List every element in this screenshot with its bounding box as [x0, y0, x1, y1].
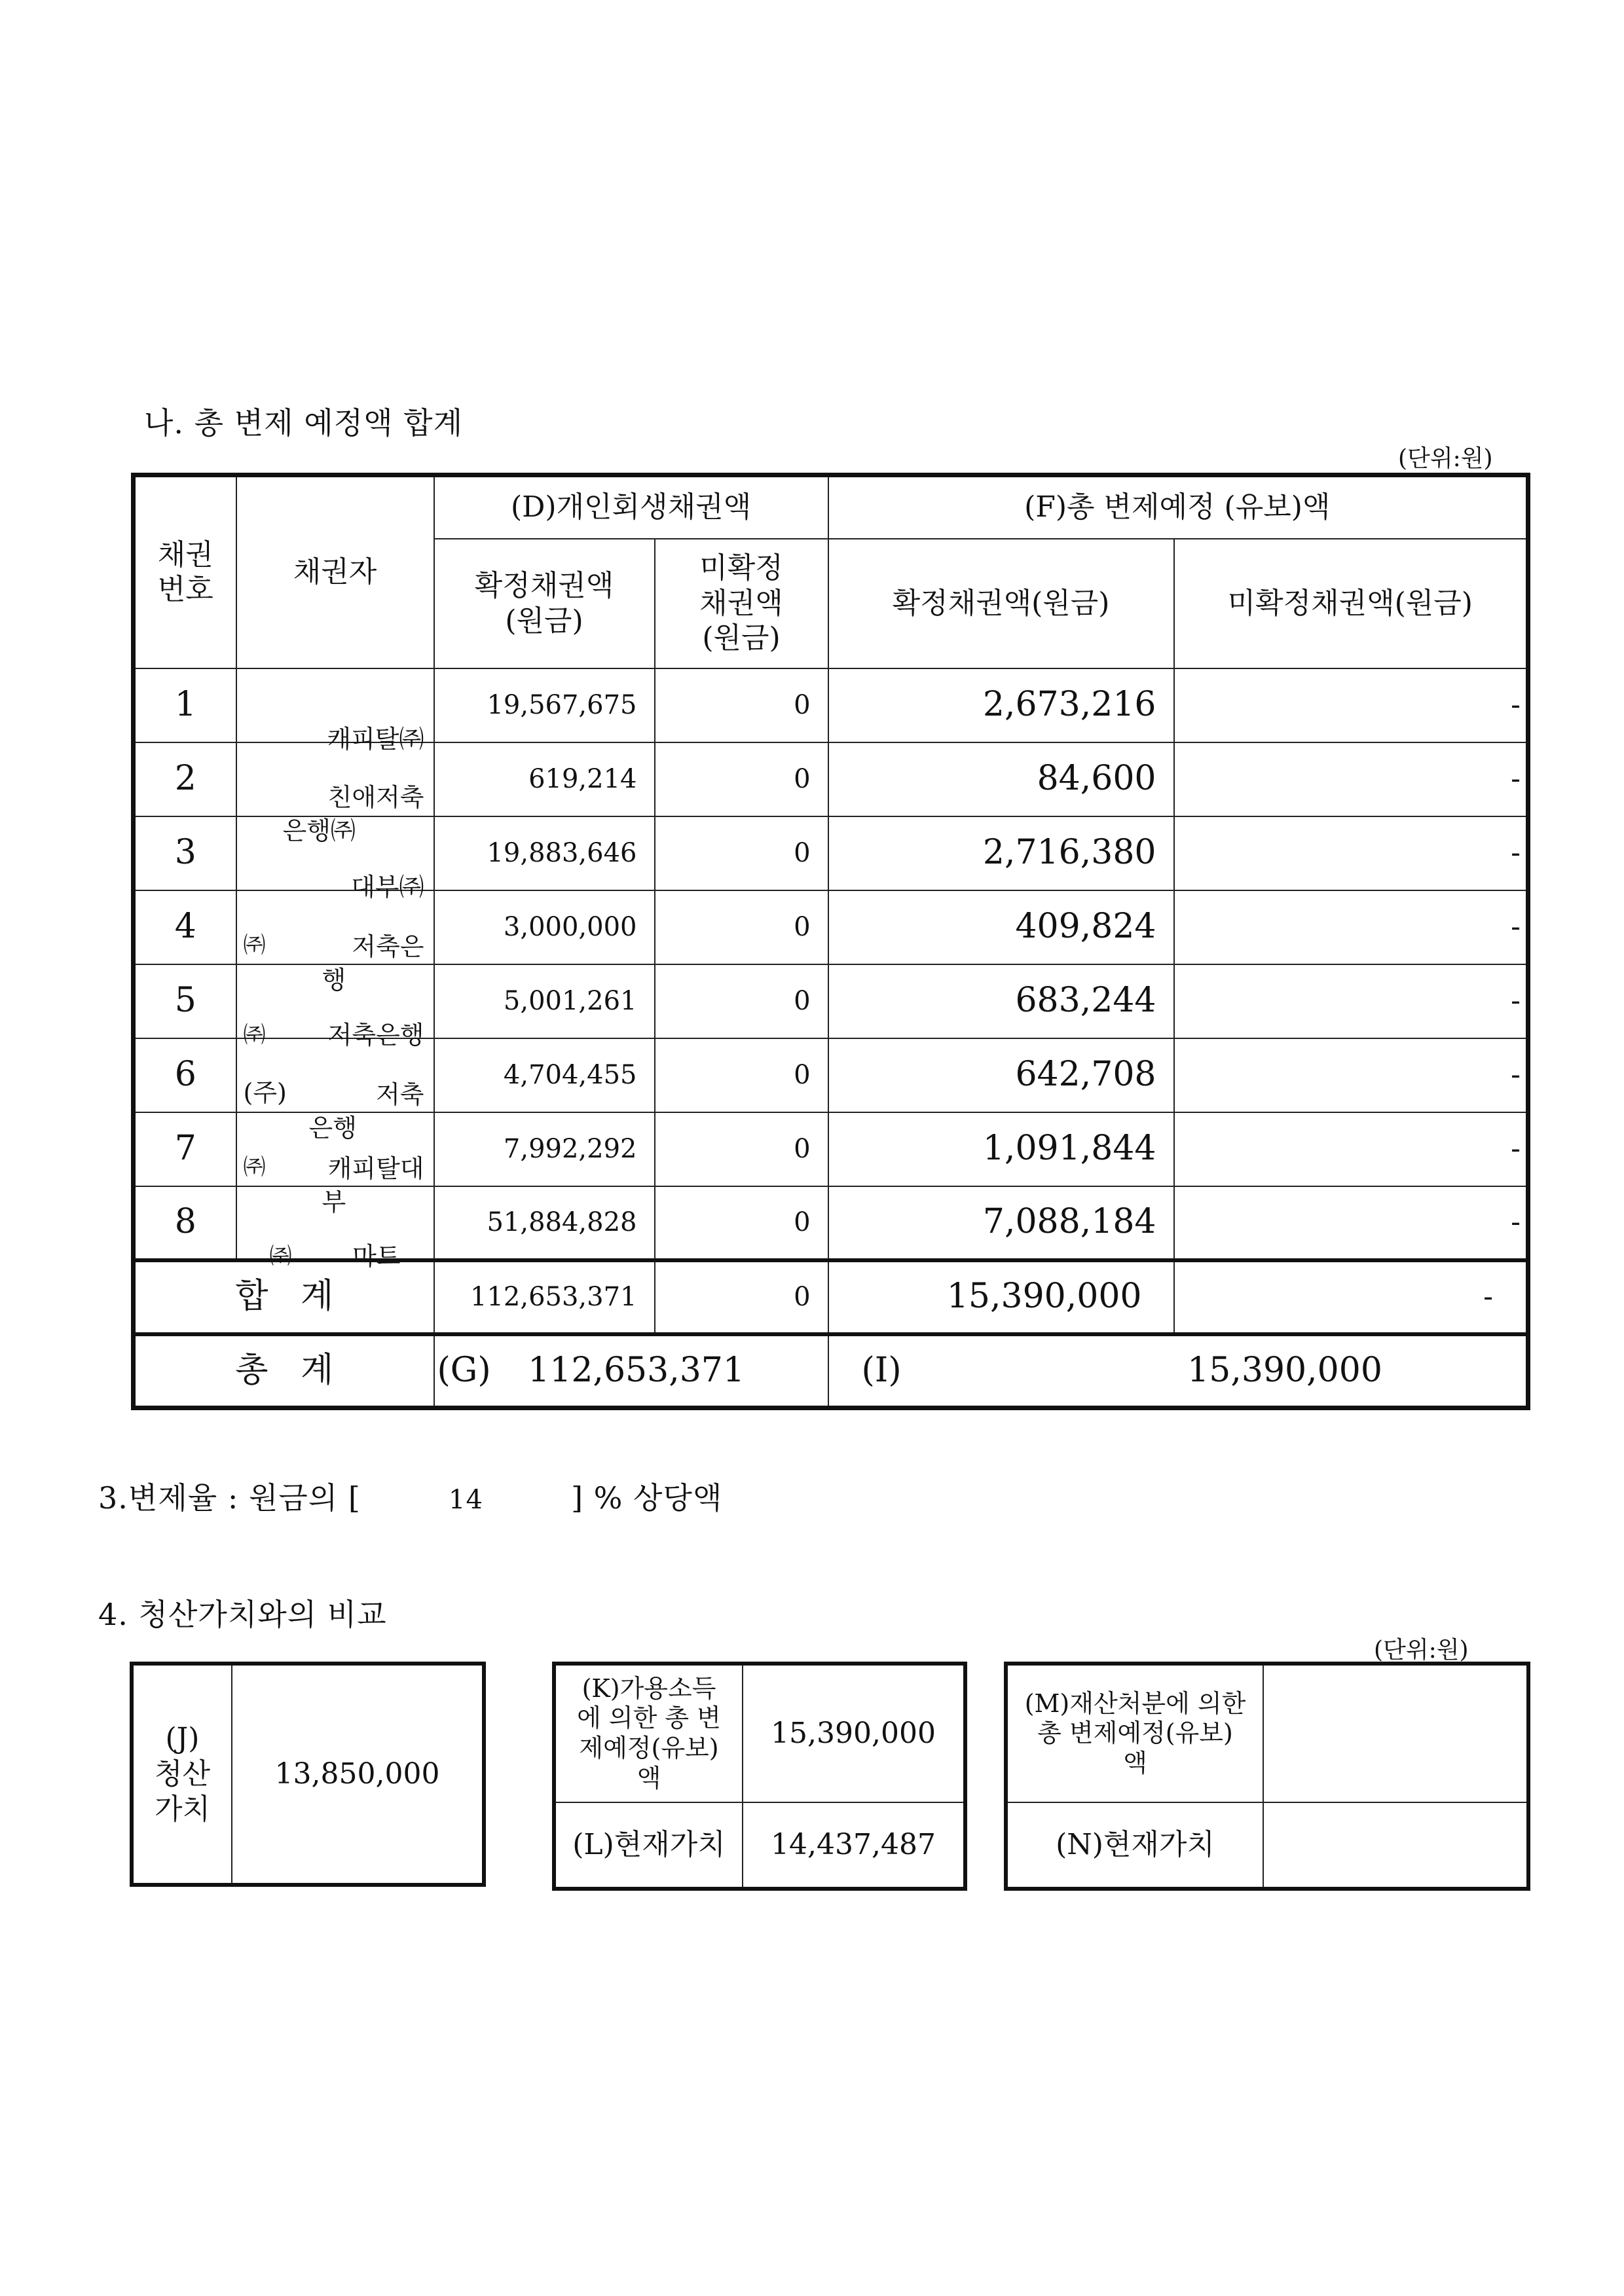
g-label: (G) [437, 1351, 491, 1391]
row-d-unconfirmed: 0 [655, 890, 828, 964]
row-f-unconfirmed: - [1174, 816, 1528, 890]
subtotal-label: 합 계 [134, 1260, 434, 1334]
section-b-title: 나. 총 변제 예정액 합계 [144, 405, 464, 441]
row-no: 7 [134, 1112, 236, 1186]
row-d-confirmed: 51,884,828 [434, 1186, 655, 1260]
row-f-unconfirmed: - [1174, 890, 1528, 964]
present-value-n-label: (N)현재가치 [1006, 1802, 1263, 1889]
subtotal-d-confirmed: 112,653,371 [434, 1260, 655, 1334]
creditor-name-cont: 은행 [308, 1114, 357, 1142]
table-row [134, 890, 1528, 964]
grand-total-label: 총 계 [134, 1334, 434, 1408]
present-value-l-amount: 14,437,487 [743, 1802, 965, 1889]
row-d-unconfirmed: 0 [655, 816, 828, 890]
i-value: 15,390,000 [1187, 1351, 1382, 1391]
row-creditor [236, 668, 434, 754]
row-d-confirmed: 5,001,261 [434, 964, 655, 1038]
creditor-prefix: (주) [243, 1078, 287, 1107]
i-label: (I) [861, 1351, 902, 1391]
section-4-unit: (단위:원) [1374, 1637, 1469, 1664]
row-no: 3 [134, 816, 236, 890]
subtotal-row [134, 1260, 1528, 1334]
subtotal-f-confirmed: 15,390,000 [828, 1260, 1174, 1334]
creditor-name-cont: 행 [322, 966, 346, 994]
row-f-confirmed: 642,708 [828, 1038, 1174, 1112]
creditor-name: 마트 [352, 1242, 401, 1271]
header-creditor: 채권자 [236, 475, 434, 668]
row-f-confirmed: 409,824 [828, 890, 1174, 964]
grand-total-g [434, 1334, 828, 1408]
creditor-name: 친애저축 [327, 783, 424, 812]
available-income-label: (K)가용소득 에 의한 총 변 제예정(유보) 액 [554, 1664, 743, 1802]
row-f-confirmed: 683,244 [828, 964, 1174, 1038]
subtotal-f-unconfirmed: - [1174, 1260, 1528, 1334]
row-no: 1 [134, 668, 236, 742]
row-d-confirmed: 4,704,455 [434, 1038, 655, 1112]
repayment-rate-suffix: ] % 상당액 [571, 1480, 723, 1516]
liquidation-value-box [130, 1662, 486, 1887]
present-value-l-label: (L)현재가치 [554, 1802, 743, 1889]
row-no: 5 [134, 964, 236, 1038]
asset-disposal-box [1004, 1662, 1530, 1891]
row-d-confirmed: 19,883,646 [434, 816, 655, 890]
row-d-confirmed: 19,567,675 [434, 668, 655, 742]
table-row [134, 668, 1528, 742]
liquidation-value-amount: 13,850,000 [232, 1664, 484, 1885]
repayment-rate-line [98, 1474, 722, 1518]
creditor-name-cont: 은행㈜ [282, 816, 356, 845]
row-f-unconfirmed: - [1174, 1112, 1528, 1186]
row-f-confirmed: 2,673,216 [828, 668, 1174, 742]
row-f-confirmed: 84,600 [828, 742, 1174, 816]
creditor-name-cont: 부 [322, 1188, 346, 1216]
creditor-name: 저축은행 [327, 1021, 424, 1049]
row-no: 4 [134, 890, 236, 964]
creditor-name: 대부㈜ [351, 873, 424, 902]
available-income-amount: 15,390,000 [743, 1664, 965, 1802]
row-f-unconfirmed: - [1174, 1186, 1528, 1260]
row-f-unconfirmed: - [1174, 964, 1528, 1038]
section-b-unit: (단위:원) [1398, 445, 1493, 472]
row-d-unconfirmed: 0 [655, 1186, 828, 1260]
repayment-summary-table [131, 473, 1530, 1410]
row-d-unconfirmed: 0 [655, 668, 828, 742]
liquidation-value-label: (J) 청산 가치 [132, 1664, 232, 1885]
row-no: 2 [134, 742, 236, 816]
subtotal-d-unconfirmed: 0 [655, 1260, 828, 1334]
header-d-confirmed: 확정채권액 (원금) [434, 539, 655, 668]
repayment-rate-value: 14 [449, 1485, 483, 1515]
row-no: 8 [134, 1186, 236, 1260]
creditor-name: 캐피탈대 [327, 1154, 424, 1183]
row-d-unconfirmed: 0 [655, 964, 828, 1038]
g-value: 112,653,371 [528, 1351, 745, 1391]
row-d-confirmed: 619,214 [434, 742, 655, 816]
grand-total-i [828, 1334, 1528, 1408]
row-f-confirmed: 1,091,844 [828, 1112, 1174, 1186]
row-f-confirmed: 7,088,184 [828, 1186, 1174, 1260]
asset-disposal-label: (M)재산처분에 의한 총 변제예정(유보) 액 [1006, 1664, 1263, 1802]
section-4-title: 4. 청산가치와의 비교 [98, 1597, 387, 1632]
asset-disposal-amount [1263, 1664, 1528, 1802]
repayment-rate-prefix: 3.변제율 : 원금의 [ [98, 1480, 361, 1516]
grand-total-row [134, 1334, 1528, 1408]
creditor-prefix: ㈜ [243, 1022, 266, 1048]
row-d-confirmed: 3,000,000 [434, 890, 655, 964]
row-d-unconfirmed: 0 [655, 1112, 828, 1186]
header-f-unconfirmed: 미확정채권액(원금) [1174, 539, 1528, 668]
creditor-name: 저축 [376, 1080, 424, 1109]
row-d-confirmed: 7,992,292 [434, 1112, 655, 1186]
row-f-unconfirmed: - [1174, 742, 1528, 816]
creditor-name: 저축은 [352, 932, 424, 961]
creditor-prefix: ㈜ [243, 932, 266, 958]
row-d-unconfirmed: 0 [655, 1038, 828, 1112]
row-f-unconfirmed: - [1174, 1038, 1528, 1112]
row-d-unconfirmed: 0 [655, 742, 828, 816]
available-income-box [552, 1662, 967, 1891]
header-d-unconfirmed: 미확정 채권액 (원금) [655, 539, 828, 668]
header-creditor-no: 채권 번호 [134, 475, 236, 668]
header-f-confirmed: 확정채권액(원금) [828, 539, 1174, 668]
header-d-group: (D)개인회생채권액 [434, 475, 828, 539]
header-f-group: (F)총 변제예정 (유보)액 [828, 475, 1528, 539]
creditor-prefix: ㈜ [269, 1243, 292, 1269]
creditor-prefix: ㈜ [243, 1154, 266, 1180]
row-f-unconfirmed: - [1174, 668, 1528, 742]
row-no: 6 [134, 1038, 236, 1112]
present-value-n-amount [1263, 1802, 1528, 1889]
creditor-name: 캐피탈㈜ [327, 725, 424, 754]
row-f-confirmed: 2,716,380 [828, 816, 1174, 890]
